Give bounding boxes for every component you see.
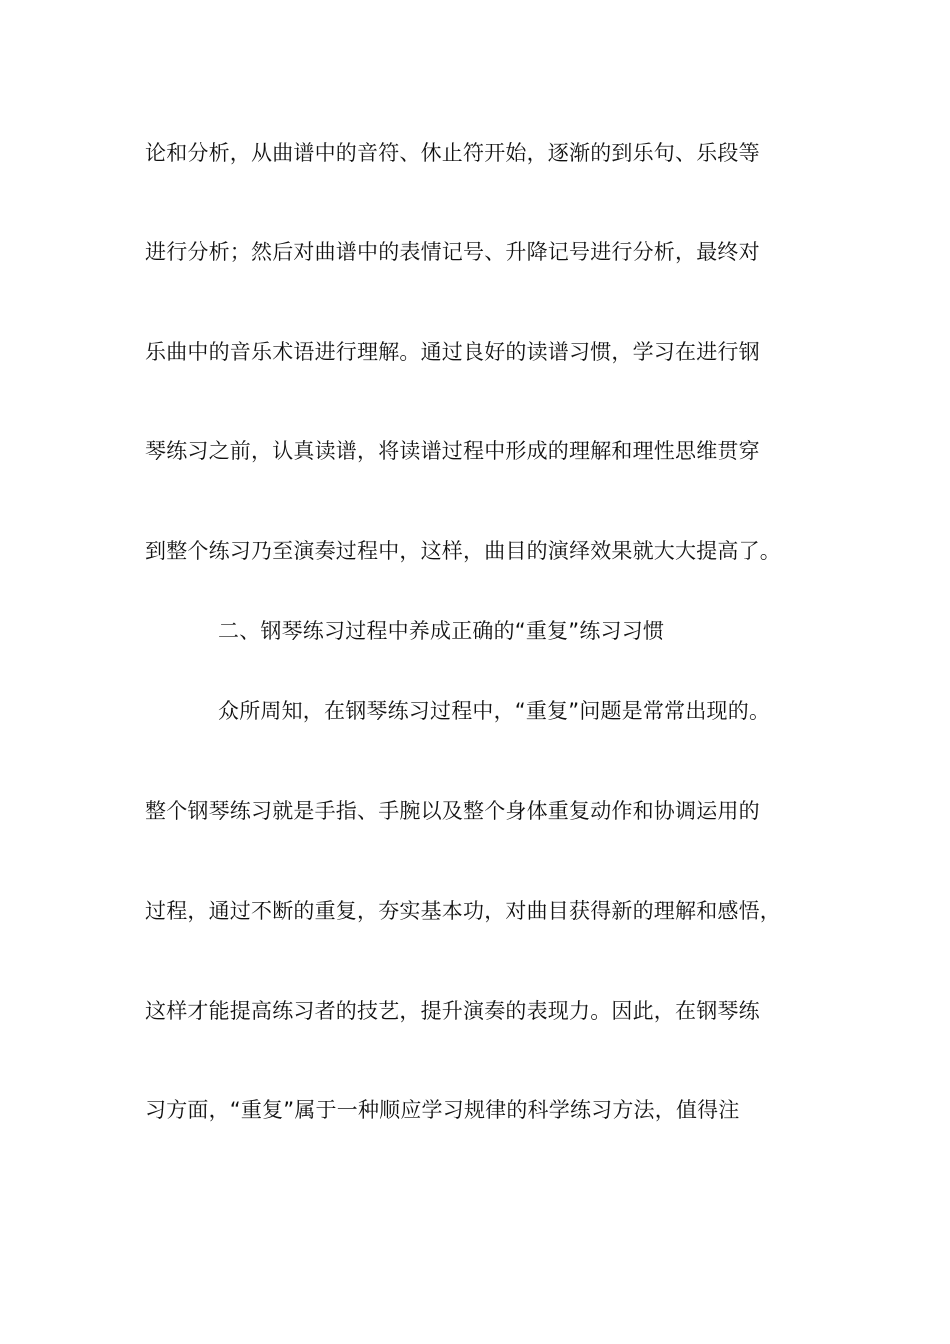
text-line: 整个钢琴练习就是手指、手腕以及整个身体重复动作和协调运用的 [145,799,760,823]
text-line: 进行分析；然后对曲谱中的表情记号、升降记号进行分析，最终对 [145,240,760,264]
text-line: 众所周知，在钢琴练习过程中，“重复”问题是常常出现的。 [218,699,771,723]
text-line: 乐曲中的音乐术语进行理解。通过良好的读谱习惯，学习在进行钢 [145,340,760,364]
text-line: 习方面，“重复”属于一种顺应学习规律的科学练习方法，值得注 [145,1098,740,1122]
text-line: 过程，通过不断的重复，夯实基本功，对曲目获得新的理解和感悟， [145,899,781,923]
text-line: 这样才能提高练习者的技艺，提升演奏的表现力。因此，在钢琴练 [145,999,760,1023]
text-line: 琴练习之前，认真读谱，将读谱过程中形成的理解和理性思维贯穿 [145,439,760,463]
text-line: 论和分析，从曲谱中的音符、休止符开始，逐渐的到乐句、乐段等 [145,141,760,165]
section-heading: 二、钢琴练习过程中养成正确的“重复”练习习惯 [218,619,665,643]
text-line: 到整个练习乃至演奏过程中，这样，曲目的演绎效果就大大提高了。 [145,539,781,563]
